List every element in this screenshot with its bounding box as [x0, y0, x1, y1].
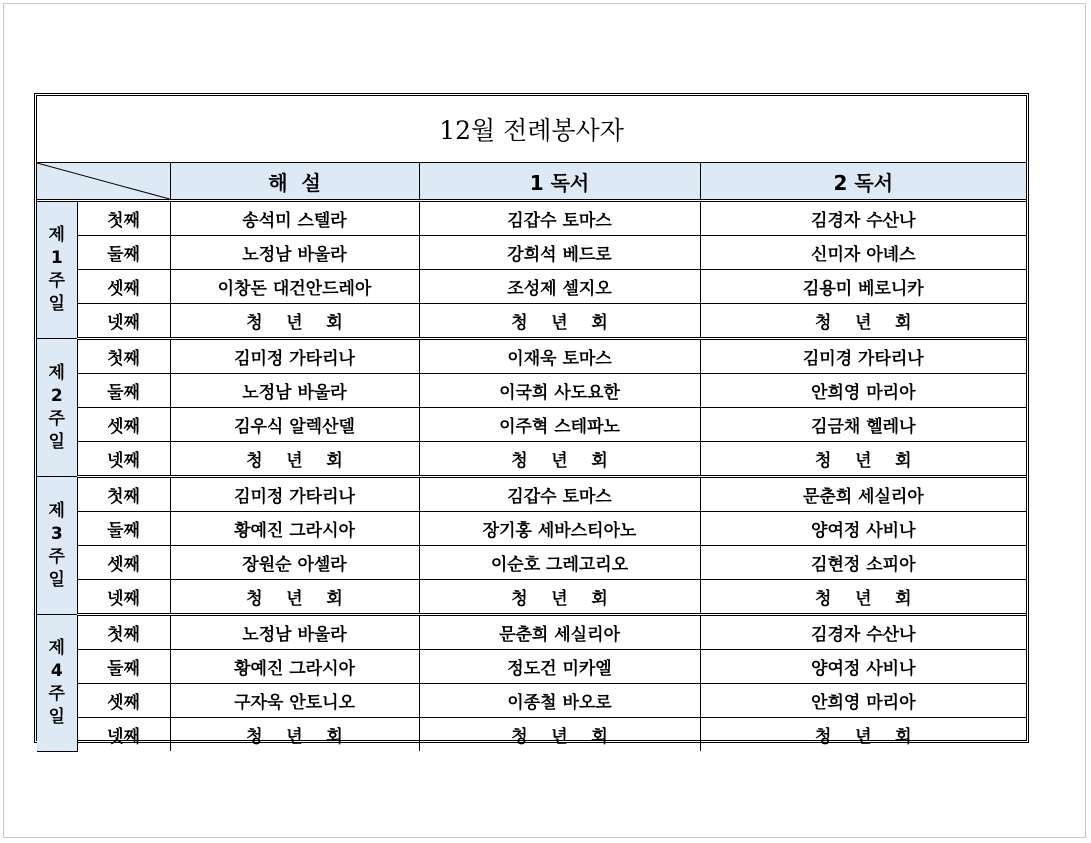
table-row: [37, 270, 1026, 304]
table-row: [37, 580, 1026, 615]
liturgy-roster-table: [37, 96, 1026, 752]
table-row: [37, 408, 1026, 442]
header-reading2: 2 독서: [700, 163, 1026, 201]
sequence-cell: 둘째: [77, 236, 170, 270]
reading2-cell: 김미경 가타리나: [700, 339, 1026, 374]
reading1-cell: 청 년 회: [419, 580, 700, 615]
table-row: [37, 650, 1026, 684]
reading1-cell: 청 년 회: [419, 718, 700, 752]
sequence-cell: 첫째: [77, 477, 170, 512]
reading1-cell: 이순호 그레고리오: [419, 546, 700, 580]
haeseol-cell: 김미정 가타리나: [170, 477, 419, 512]
table-row: [37, 304, 1026, 339]
week-label: 제 3 주 일: [37, 477, 77, 615]
haeseol-cell: 이창돈 대건안드레아: [170, 270, 419, 304]
reading1-cell: 청 년 회: [419, 304, 700, 339]
reading2-cell: 청 년 회: [700, 718, 1026, 752]
reading2-cell: 안희영 마리아: [700, 374, 1026, 408]
document-page: [3, 3, 1086, 838]
reading2-cell: 김현정 소피아: [700, 546, 1026, 580]
sequence-cell: 둘째: [77, 650, 170, 684]
haeseol-cell: 장원순 아셀라: [170, 546, 419, 580]
haeseol-cell: 노정남 바울라: [170, 615, 419, 650]
reading1-cell: 이재욱 토마스: [419, 339, 700, 374]
reading2-cell: 김경자 수산나: [700, 201, 1026, 236]
reading1-cell: 장기홍 세바스티아노: [419, 512, 700, 546]
sequence-cell: 셋째: [77, 546, 170, 580]
haeseol-cell: 청 년 회: [170, 442, 419, 477]
table-row: [37, 615, 1026, 650]
reading2-cell: 청 년 회: [700, 580, 1026, 615]
sequence-cell: 넷째: [77, 718, 170, 752]
week-label: 제 4 주 일: [37, 615, 77, 752]
sequence-cell: 둘째: [77, 374, 170, 408]
reading2-cell: 신미자 아녜스: [700, 236, 1026, 270]
table-row: [37, 236, 1026, 270]
reading1-cell: 문춘희 세실리아: [419, 615, 700, 650]
table-row: [37, 546, 1026, 580]
sequence-cell: 넷째: [77, 580, 170, 615]
roster-title: 12월 전례봉사자: [37, 96, 1026, 163]
haeseol-cell: 황예진 그라시아: [170, 650, 419, 684]
sequence-cell: 첫째: [77, 201, 170, 236]
reading1-cell: 정도건 미카엘: [419, 650, 700, 684]
table-row: [37, 339, 1026, 374]
table-row: [37, 718, 1026, 752]
reading1-cell: 김갑수 토마스: [419, 201, 700, 236]
week-label: 제 2 주 일: [37, 339, 77, 477]
haeseol-cell: 김우식 알렉산델: [170, 408, 419, 442]
reading1-cell: 청 년 회: [419, 442, 700, 477]
sequence-cell: 셋째: [77, 270, 170, 304]
table-row: [37, 442, 1026, 477]
haeseol-cell: 구자욱 안토니오: [170, 684, 419, 718]
reading2-cell: 안희영 마리아: [700, 684, 1026, 718]
week-label: 제 1 주 일: [37, 201, 77, 339]
reading2-cell: 양여정 사비나: [700, 512, 1026, 546]
sequence-cell: 셋째: [77, 408, 170, 442]
reading2-cell: 문춘희 세실리아: [700, 477, 1026, 512]
reading1-cell: 김갑수 토마스: [419, 477, 700, 512]
table-row: [37, 374, 1026, 408]
table-row: [37, 684, 1026, 718]
sequence-cell: 넷째: [77, 442, 170, 477]
table-row: [37, 477, 1026, 512]
reading2-cell: 양여정 사비나: [700, 650, 1026, 684]
sequence-cell: 둘째: [77, 512, 170, 546]
sequence-cell: 첫째: [77, 339, 170, 374]
haeseol-cell: 청 년 회: [170, 718, 419, 752]
reading2-cell: 청 년 회: [700, 304, 1026, 339]
table-row: [37, 201, 1026, 236]
haeseol-cell: 노정남 바울라: [170, 236, 419, 270]
header-haeseol: 해 설: [170, 163, 419, 201]
roster-sheet: [34, 93, 1029, 747]
header-corner-cell: [37, 163, 170, 201]
reading2-cell: 청 년 회: [700, 442, 1026, 477]
diagonal-divider: [37, 163, 170, 199]
haeseol-cell: 노정남 바울라: [170, 374, 419, 408]
reading2-cell: 김경자 수산나: [700, 615, 1026, 650]
header-reading1: 1 독서: [419, 163, 700, 201]
haeseol-cell: 김미정 가타리나: [170, 339, 419, 374]
sequence-cell: 첫째: [77, 615, 170, 650]
sequence-cell: 셋째: [77, 684, 170, 718]
haeseol-cell: 황예진 그라시아: [170, 512, 419, 546]
table-row: [37, 512, 1026, 546]
reading1-cell: 이국희 사도요한: [419, 374, 700, 408]
reading2-cell: 김금채 헬레나: [700, 408, 1026, 442]
reading1-cell: 이종철 바오로: [419, 684, 700, 718]
haeseol-cell: 청 년 회: [170, 304, 419, 339]
haeseol-cell: 청 년 회: [170, 580, 419, 615]
reading1-cell: 이주혁 스테파노: [419, 408, 700, 442]
reading1-cell: 조성제 셀지오: [419, 270, 700, 304]
reading2-cell: 김용미 베로니카: [700, 270, 1026, 304]
reading1-cell: 강희석 베드로: [419, 236, 700, 270]
sequence-cell: 넷째: [77, 304, 170, 339]
haeseol-cell: 송석미 스텔라: [170, 201, 419, 236]
